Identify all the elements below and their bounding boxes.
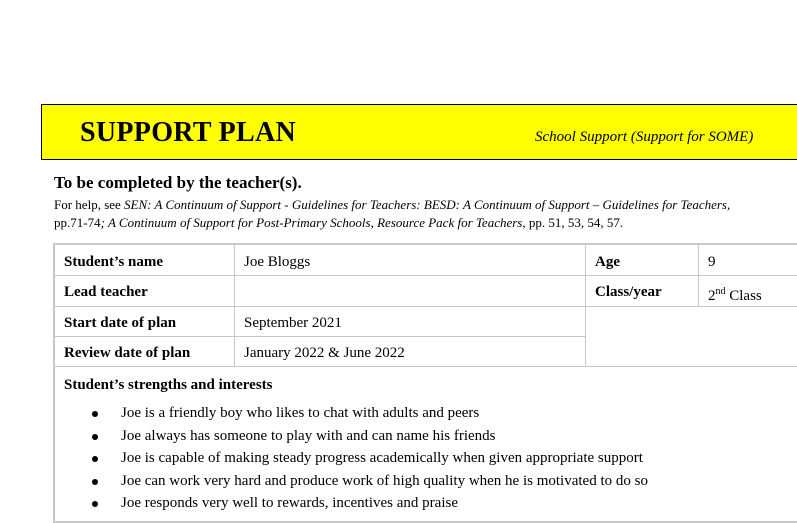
age-field[interactable]: 9 [708, 254, 716, 270]
list-item-text: Joe responds very well to rewards, incentives and praise [121, 495, 458, 511]
help-ref-2: A Continuum of Support for Post-Primary Schools, Resource Pack for Teachers [107, 215, 523, 230]
list-item-text: Joe is a friendly boy who likes to chat with adults and peers [121, 405, 480, 421]
strengths-list [55, 402, 648, 515]
help-pages-1: pp.71-74 [54, 215, 101, 230]
student-info-table [53, 243, 797, 523]
help-text [54, 196, 797, 232]
help-ref-1: SEN: A Continuum of Support - Guidelines for Teachers: BESD: A Continuum of Support – Guidelines for Teachers, [124, 197, 731, 212]
help-pages-2: , pp. 51, 53, 54, 57. [522, 215, 624, 230]
lead-teacher-label: Lead teacher [64, 284, 148, 300]
section-heading: To be completed by the teacher(s). [54, 173, 302, 192]
table-divider [55, 275, 797, 276]
bullet-icon [92, 411, 98, 417]
class-year-number: 2 [708, 288, 716, 304]
support-plan-banner [41, 104, 797, 160]
class-year-text: Class [725, 288, 762, 304]
list-item [55, 425, 648, 448]
list-item-text: Joe is capable of making steady progress academically when given appropriate support [121, 450, 643, 466]
strengths-title: Student’s strengths and interests [64, 377, 273, 393]
list-item [55, 492, 648, 515]
start-date-field[interactable]: September 2021 [244, 315, 342, 331]
start-date-label: Start date of plan [64, 315, 177, 331]
class-year-field[interactable] [699, 277, 762, 311]
page-title: SUPPORT PLAN [80, 117, 297, 148]
help-sep: ; [100, 215, 108, 230]
age-label: Age [595, 254, 620, 270]
help-line-2 [54, 214, 797, 232]
list-item [55, 470, 648, 493]
table-divider [55, 306, 797, 307]
review-date-label: Review date of plan [64, 345, 191, 361]
list-item-text: Joe always has someone to play with and can name his friends [121, 427, 496, 444]
class-year-suffix: nd [715, 286, 726, 297]
bullet-icon [92, 501, 98, 507]
list-item [55, 447, 648, 470]
lead-teacher-field[interactable] [235, 277, 585, 305]
review-date-field[interactable]: January 2022 & June 2022 [244, 345, 405, 361]
help-prefix: For help, see [54, 197, 125, 212]
student-name-field[interactable]: Joe Bloggs [244, 254, 311, 270]
help-line-1 [54, 196, 797, 214]
list-item [55, 402, 648, 425]
student-name-label: Student’s name [64, 254, 164, 270]
list-item-text: Joe can work very hard and produce work of high quality when he is motivated to do so [121, 472, 648, 489]
bullet-icon [92, 434, 98, 440]
class-year-label: Class/year [595, 284, 662, 300]
banner-subtitle: School Support (Support for SOME) [535, 129, 754, 145]
bullet-icon [92, 479, 98, 485]
bullet-icon [92, 456, 98, 462]
